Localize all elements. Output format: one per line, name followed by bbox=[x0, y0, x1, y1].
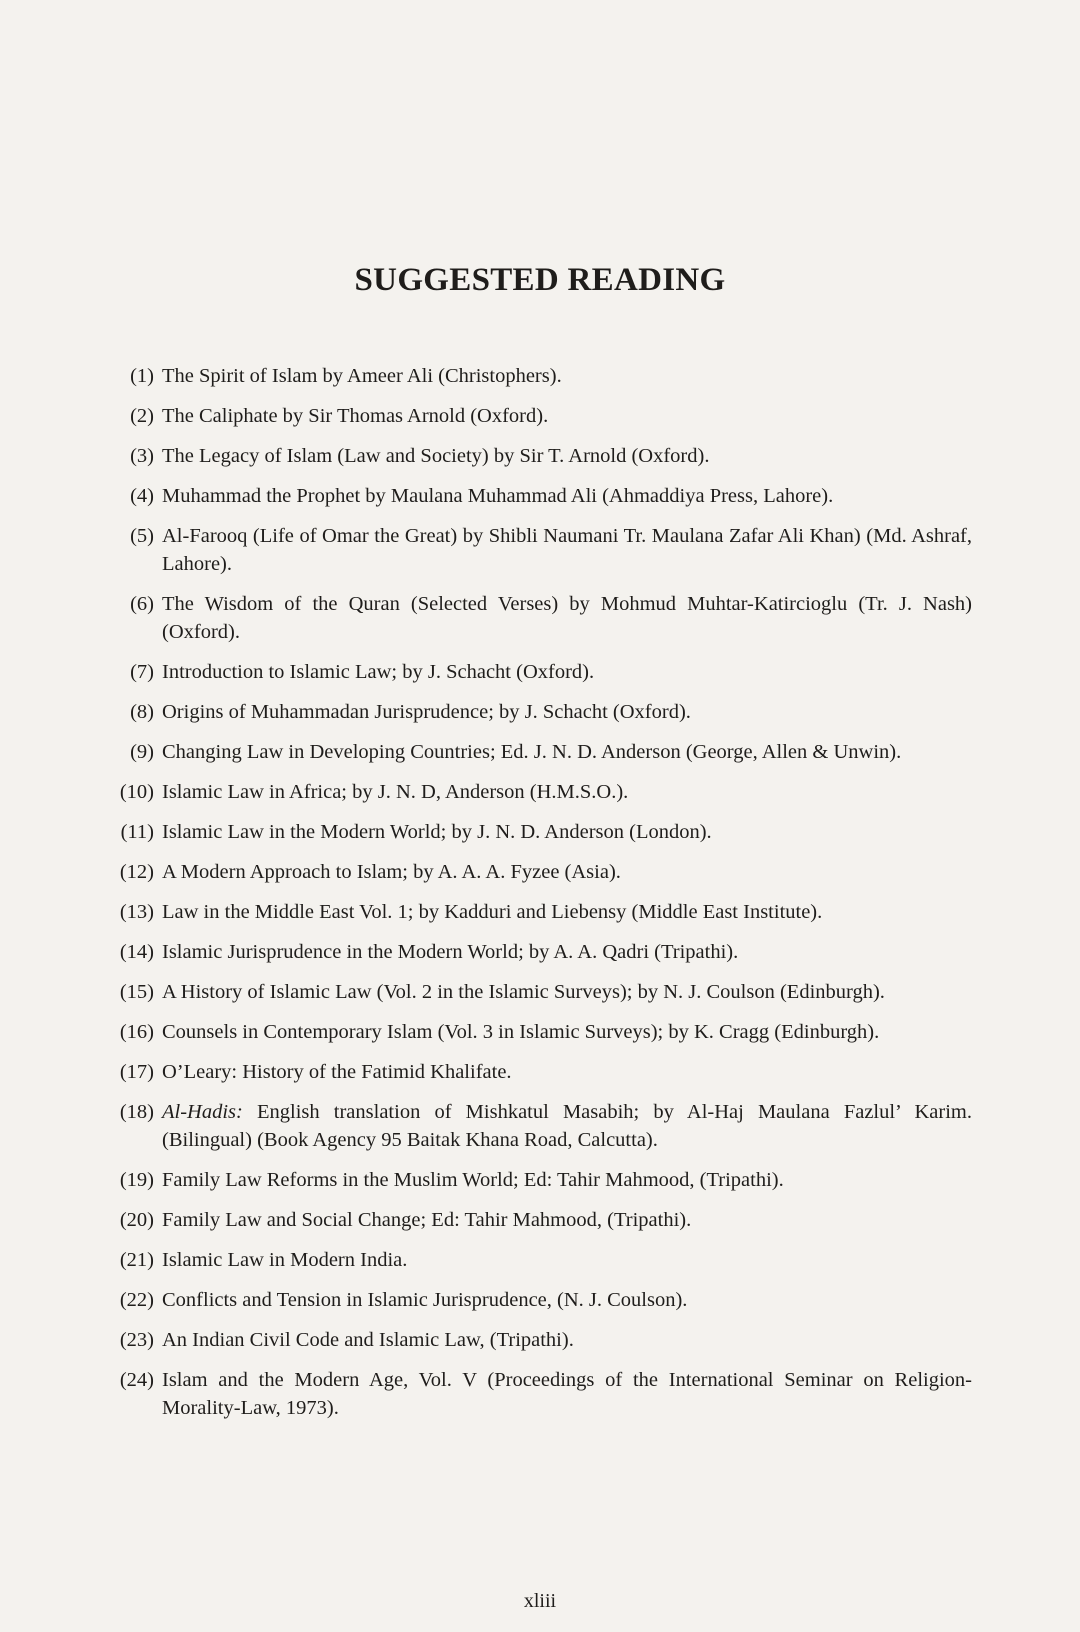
entry-text: A Modern Approach to Islam; by A. A. A. Fyzee (Asia). bbox=[162, 861, 621, 883]
page-number: xliii bbox=[523, 1590, 557, 1612]
entry-number: (14) bbox=[119, 941, 154, 963]
entry-text: Islamic Jurisprudence in the Modern World; by A. A. Qadri (Tripathi). bbox=[162, 941, 739, 963]
entry-text: The Wisdom of the Quran (Selected Verses) by Mohmud Muhtar-Katircioglu (Tr. J. Nash) (Oxford). bbox=[162, 593, 972, 643]
entry-text: Introduction to Islamic Law; by J. Schacht (Oxford). bbox=[162, 661, 595, 683]
entry-text: The Spirit of Islam by Ameer Ali (Christophers). bbox=[162, 365, 562, 387]
entry-number: (24) bbox=[119, 1369, 154, 1391]
entry-number: (5) bbox=[130, 525, 154, 547]
entry-number: (9) bbox=[130, 741, 154, 763]
page-title: SUGGESTED READING bbox=[354, 262, 726, 298]
reading-entry bbox=[96, 1246, 972, 1274]
reading-entry bbox=[96, 1166, 972, 1194]
reading-entry bbox=[96, 590, 972, 646]
reading-entry bbox=[96, 738, 972, 766]
entry-number: (21) bbox=[119, 1249, 154, 1271]
reading-list bbox=[96, 362, 972, 1434]
reading-entry bbox=[96, 858, 972, 886]
entry-number: (7) bbox=[130, 661, 154, 683]
entry-number: (18) bbox=[119, 1101, 154, 1123]
entry-number: (6) bbox=[130, 593, 154, 615]
entry-number: (2) bbox=[130, 405, 154, 427]
entry-text: Changing Law in Developing Countries; Ed. J. N. D. Anderson (George, Allen & Unwin). bbox=[162, 741, 902, 763]
entry-text: Origins of Muhammadan Jurisprudence; by J. Schacht (Oxford). bbox=[162, 701, 691, 723]
reading-entry bbox=[96, 362, 972, 390]
entry-number: (1) bbox=[130, 365, 154, 387]
entry-number: (22) bbox=[119, 1289, 154, 1311]
entry-text: Conflicts and Tension in Islamic Jurisprudence, (N. J. Coulson). bbox=[162, 1289, 688, 1311]
entry-number: (19) bbox=[119, 1169, 154, 1191]
entry-number: (23) bbox=[119, 1329, 154, 1351]
entry-text: Law in the Middle East Vol. 1; by Kadduri and Liebensy (Middle East Institute). bbox=[162, 901, 823, 923]
entry-text bbox=[162, 1098, 972, 1154]
reading-entry bbox=[96, 698, 972, 726]
entry-text: Muhammad the Prophet by Maulana Muhammad Ali (Ahmaddiya Press, Lahore). bbox=[162, 485, 834, 507]
entry-italic-title: Al-Hadis: bbox=[162, 1101, 243, 1123]
reading-entry bbox=[96, 658, 972, 686]
entry-text: Family Law Reforms in the Muslim World; Ed: Tahir Mahmood, (Tripathi). bbox=[162, 1169, 784, 1191]
entry-number: (11) bbox=[120, 821, 154, 843]
reading-entry bbox=[96, 522, 972, 578]
reading-entry bbox=[96, 1326, 972, 1354]
reading-entry bbox=[96, 898, 972, 926]
entry-number: (3) bbox=[130, 445, 154, 467]
entry-text: Family Law and Social Change; Ed: Tahir Mahmood, (Tripathi). bbox=[162, 1209, 692, 1231]
entry-text: A History of Islamic Law (Vol. 2 in the Islamic Surveys); by N. J. Coulson (Edinburgh). bbox=[162, 981, 885, 1003]
entry-text: Islamic Law in Africa; by J. N. D, Anderson (H.M.S.O.). bbox=[162, 781, 629, 803]
entry-text-rest: English translation of Mishkatul Masabih; by Al-Haj Maulana Fazlul’ Karim. (Bilingual) (Book Agency 95 Baitak Khana Road, Calcutta). bbox=[162, 1101, 972, 1151]
entry-number: (16) bbox=[119, 1021, 154, 1043]
entry-number: (20) bbox=[119, 1209, 154, 1231]
reading-entry bbox=[96, 1206, 972, 1234]
entry-number: (4) bbox=[130, 485, 154, 507]
reading-entry bbox=[96, 818, 972, 846]
entry-text: Islamic Law in the Modern World; by J. N. D. Anderson (London). bbox=[162, 821, 712, 843]
reading-entry bbox=[96, 978, 972, 1006]
entry-text: Islam and the Modern Age, Vol. V (Proceedings of the International Seminar on Religion-Morality-Law, 1973). bbox=[162, 1369, 972, 1419]
entry-number: (8) bbox=[130, 701, 154, 723]
entry-text: An Indian Civil Code and Islamic Law, (Tripathi). bbox=[162, 1329, 574, 1351]
entry-text: Islamic Law in Modern India. bbox=[162, 1249, 408, 1271]
reading-entry bbox=[96, 402, 972, 430]
entry-text: O’Leary: History of the Fatimid Khalifate. bbox=[162, 1061, 512, 1083]
entry-text: The Caliphate by Sir Thomas Arnold (Oxford). bbox=[162, 405, 549, 427]
reading-entry bbox=[96, 778, 972, 806]
reading-entry bbox=[96, 1058, 972, 1086]
entry-number: (17) bbox=[119, 1061, 154, 1083]
reading-entry bbox=[96, 482, 972, 510]
entry-number: (13) bbox=[119, 901, 154, 923]
reading-entry bbox=[96, 1286, 972, 1314]
reading-entry bbox=[96, 1098, 972, 1154]
reading-entry bbox=[96, 442, 972, 470]
reading-entry bbox=[96, 1018, 972, 1046]
entry-text: The Legacy of Islam (Law and Society) by Sir T. Arnold (Oxford). bbox=[162, 445, 710, 467]
reading-entry bbox=[96, 938, 972, 966]
reading-entry bbox=[96, 1366, 972, 1422]
entry-number: (10) bbox=[119, 781, 154, 803]
entry-number: (12) bbox=[119, 861, 154, 883]
entry-text: Al-Farooq (Life of Omar the Great) by Shibli Naumani Tr. Maulana Zafar Ali Khan) (Md. Ashraf, Lahore). bbox=[162, 525, 972, 575]
entry-number: (15) bbox=[119, 981, 154, 1003]
entry-text: Counsels in Contemporary Islam (Vol. 3 in Islamic Surveys); by K. Cragg (Edinburgh). bbox=[162, 1021, 880, 1043]
